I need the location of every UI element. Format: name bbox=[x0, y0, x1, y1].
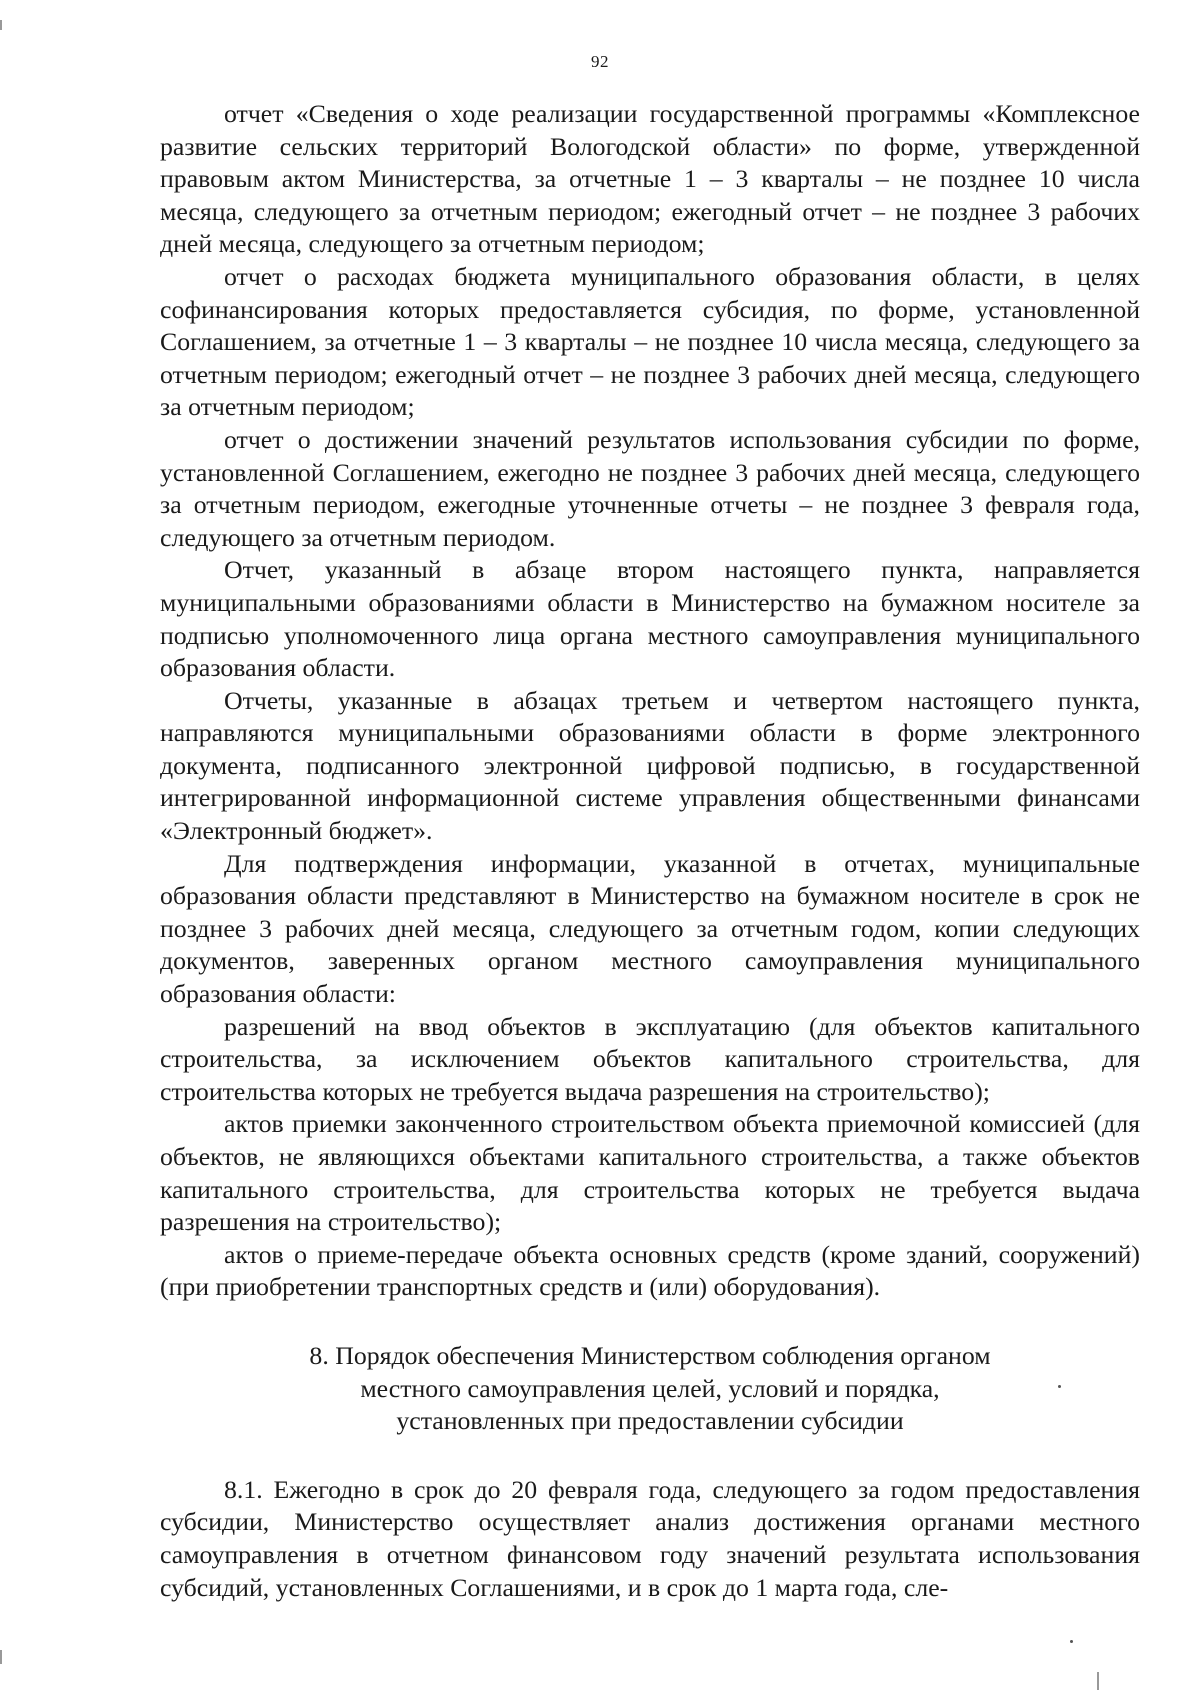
scan-edge-mark bbox=[1097, 1672, 1099, 1690]
paragraph-confirmation-documents: Для подтверждения информации, указанной в отчетах, муниципальные образования области представляют в Министерство на бумажном носителе в срок не позднее 3 рабочих дней месяца, следующего за отчетным годом, копии следующих документов, заверенных органом местного самоуправления муниципального образования области: bbox=[160, 848, 1140, 1009]
paragraph-8-1: 8.1. Ежегодно в срок до 20 февраля года, следующего за годом предоставления субсидии, Министерство осуществляет анализ достижения органами местного самоуправления в отчетном финансовом году значений результата использования субсидий, установленных Соглашениями, и в срок до 1 марта года, сле- bbox=[160, 1474, 1140, 1602]
paragraph-electronic-reports: Отчеты, указанные в абзацах третьем и четвертом настоящего пункта, направляются муниципальными образованиями области в форме электронного документа, подписанного электронной цифровой подписью, в государственной интегрированной информационной системе управления общественными финансами «Электронный бюджет». bbox=[160, 685, 1140, 846]
paragraph-permits: разрешений на ввод объектов в эксплуатацию (для объектов капитального строительства, за исключением объектов капитального строительства, для строительства которых не требуется выдача разрешения на строительство); bbox=[160, 1011, 1140, 1106]
section-heading-line-1: 8. Порядок обеспечения Министерством соблюдения органом bbox=[309, 1340, 991, 1370]
scan-edge-mark bbox=[0, 20, 2, 30]
paragraph-report-program: отчет «Сведения о ходе реализации государственной программы «Комплексное развитие сельских территорий Вологодской области» по форме, утвержденной правовым актом Министерства, за отчетные 1 – 3 кварталы – не позднее 10 числа месяца, следующего за отчетным периодом; ежегодный отчет – не позднее 3 рабочих дней месяца, следующего за отчетным периодом; bbox=[160, 99, 1140, 259]
scan-speck bbox=[1058, 1385, 1061, 1388]
section-heading bbox=[160, 1340, 1140, 1438]
paragraph-report-results: отчет о достижении значений результатов использования субсидии по форме, установленной Соглашением, ежегодно не позднее 3 рабочих дней месяца, следующего за отчетным периодом, ежегодные уточненные отчеты – не позднее 3 февраля года, следующего за отчетным периодом. bbox=[160, 424, 1140, 552]
paragraph-acceptance-acts: актов приемки законченного строительством объекта приемочной комиссией (для объектов, не являющихся объектами капитального строительства, а также объектов капитального строительства, для строительства которых не требуется выдача разрешения на строительство); bbox=[160, 1109, 1140, 1237]
paragraph-paper-report: Отчет, указанный в абзаце втором настоящего пункта, направляется муниципальными образованиями области в Министерство на бумажном носителе за подписью уполномоченного лица органа местного самоуправления муниципального образования области. bbox=[160, 555, 1140, 683]
document-body bbox=[160, 98, 1140, 1604]
scan-edge-mark bbox=[0, 1650, 2, 1664]
paragraph-transfer-acts: актов о приеме-передаче объекта основных средств (кроме зданий, сооружений) (при приобретении транспортных средств и (или) оборудования). bbox=[160, 1239, 1140, 1302]
scan-speck bbox=[1070, 1640, 1073, 1643]
page-number: 92 bbox=[591, 52, 609, 71]
section-heading-line-2: местного самоуправления целей, условий и порядка, bbox=[360, 1373, 940, 1403]
paragraph-report-expenses: отчет о расходах бюджета муниципального образования области, в целях софинансирования которых предоставляется субсидия, по форме, установленной Соглашением, за отчетные 1 – 3 кварталы – не позднее 10 числа месяца, следующего за отчетным периодом; ежегодный отчет – не позднее 3 рабочих дней месяца, следующего за отчетным периодом; bbox=[160, 261, 1140, 422]
section-heading-line-3: установленных при предоставлении субсидии bbox=[396, 1406, 904, 1436]
